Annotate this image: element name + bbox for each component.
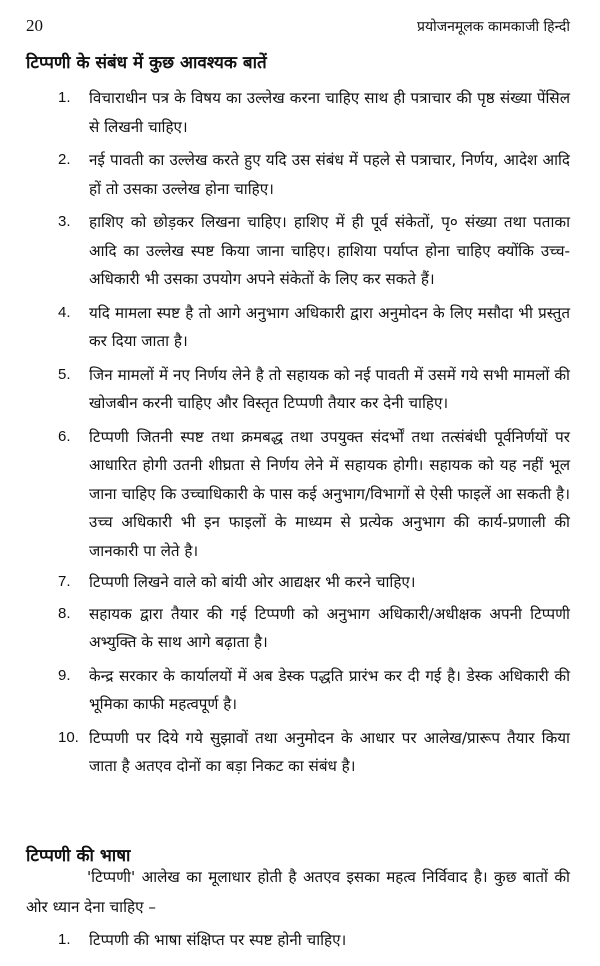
item-text: टिप्पणी जितनी स्पष्ट तथा क्रमबद्ध तथा उपयुक्त संदर्भों तथा तत्संबंधी पूर्वनिर्णयों पर आधारित होगी उतनी शीघ्रता से निर्णय लेने में सहायक होगी। सहायक को यह नहीं भूल जाना चाहिए कि उच्चाधिकारी के पास कई अनुभाग/विभागों से ऐसी फाइलें आ सकती है। उच्च अधिकारी भी इन फाइलों के माध्यम से प्रत्येक अनुभाग की कार्य-प्रणाली की जानकारी पा लेते है। [89, 427, 570, 560]
list-item [58, 724, 570, 781]
list-item [58, 926, 570, 955]
item-number: 5. [58, 365, 71, 383]
item-text: नई पावती का उल्लेख करते हुए यदि उस संबंध में पहले से पत्राचार, निर्णय, आदेश आदि हों तो उसका उल्लेख होना चाहिए। [89, 151, 570, 198]
list-item [58, 662, 570, 719]
item-text: सहायक द्वारा तैयार की गई टिप्पणी को अनुभाग अधिकारी/अधीक्षक अपनी टिप्पणी अभ्युक्ति के साथ आगे बढ़ाता है। [89, 604, 570, 651]
item-text: टिप्पणी लिखने वाले को बांयी ओर आद्यक्षर भी करने चाहिए। [89, 573, 416, 591]
item-number: 9. [58, 666, 71, 684]
item-number: 10. [58, 728, 79, 746]
item-number: 4. [58, 303, 71, 321]
list-item [58, 361, 570, 418]
page-number: 20 [26, 16, 43, 35]
item-text: यदि मामला स्पष्ट है तो आगे अनुभाग अधिकारी द्वारा अनुमोदन के लिए मसौदा भी प्रस्तुत कर दिया जाता है। [89, 303, 570, 350]
section-heading-important-points: टिप्पणी के संबंध में कुछ आवश्यक बातें [26, 53, 267, 73]
intro-paragraph: 'टिप्पणी' आलेख का मूलाधार होती है अतएव इसका महत्व निर्विवाद है। कुछ बातों की ओर ध्यान देना चाहिए – [26, 868, 570, 916]
section-heading-note-language: टिप्पणी की भाषा [26, 846, 131, 866]
item-text: जिन मामलों में नए निर्णय लेने है तो सहायक को नई पावती में उसमें गये सभी मामलों की खोजबीन करनी चाहिए और विस्तृत टिप्पणी तैयार कर देनी चाहिए। [89, 365, 570, 412]
list-item [58, 208, 570, 294]
list-item [58, 423, 570, 566]
item-number: 6. [58, 427, 71, 445]
list-item [58, 146, 570, 203]
list-item [58, 299, 570, 356]
item-text: केन्द्र सरकार के कार्यालयों में अब डेस्क पद्धति प्रारंभ कर दी गई है। डेस्क अधिकारी की भूमिका काफी महत्वपूर्ण है। [89, 666, 570, 713]
item-number: 1. [58, 931, 71, 948]
item-number: 1. [58, 89, 71, 106]
item-number: 8. [58, 604, 71, 622]
item-number: 3. [58, 213, 71, 230]
list-item [58, 568, 570, 597]
language-points-list [58, 926, 570, 955]
item-text: विचाराधीन पत्र के विषय का उल्लेख करना चाहिए साथ ही पत्राचार की पृष्ठ संख्या पेंसिल से लिखनी चाहिए। [89, 89, 570, 136]
item-text: हाशिए को छोड़कर लिखना चाहिए। हाशिए में ही पूर्व संकेतों, पृ० संख्या तथा पताका आदि का उल्लेख स्पष्ट किया जाना चाहिए। हाशिया पर्याप्त होना चाहिए क्योंकि उच्च-अधिकारी भी उसका उपयोग अपने संकेतों के लिए कर सकते हैं। [89, 213, 570, 288]
item-number: 7. [58, 573, 71, 590]
item-text: टिप्पणी की भाषा संक्षिप्त पर स्पष्ट होनी चाहिए। [89, 931, 347, 949]
running-header [26, 16, 570, 40]
item-text: टिप्पणी पर दिये गये सुझावों तथा अनुमोदन के आधार पर आलेख/प्रारूप तैयार किया जाता है अतएव दोनों का बड़ा निकट का संबंध है। [89, 728, 570, 775]
book-title: प्रयोजनमूलक कामकाजी हिन्दी [417, 19, 570, 35]
item-number: 2. [58, 151, 71, 168]
list-item [58, 600, 570, 657]
list-item [58, 84, 570, 141]
important-points-list [58, 84, 570, 781]
